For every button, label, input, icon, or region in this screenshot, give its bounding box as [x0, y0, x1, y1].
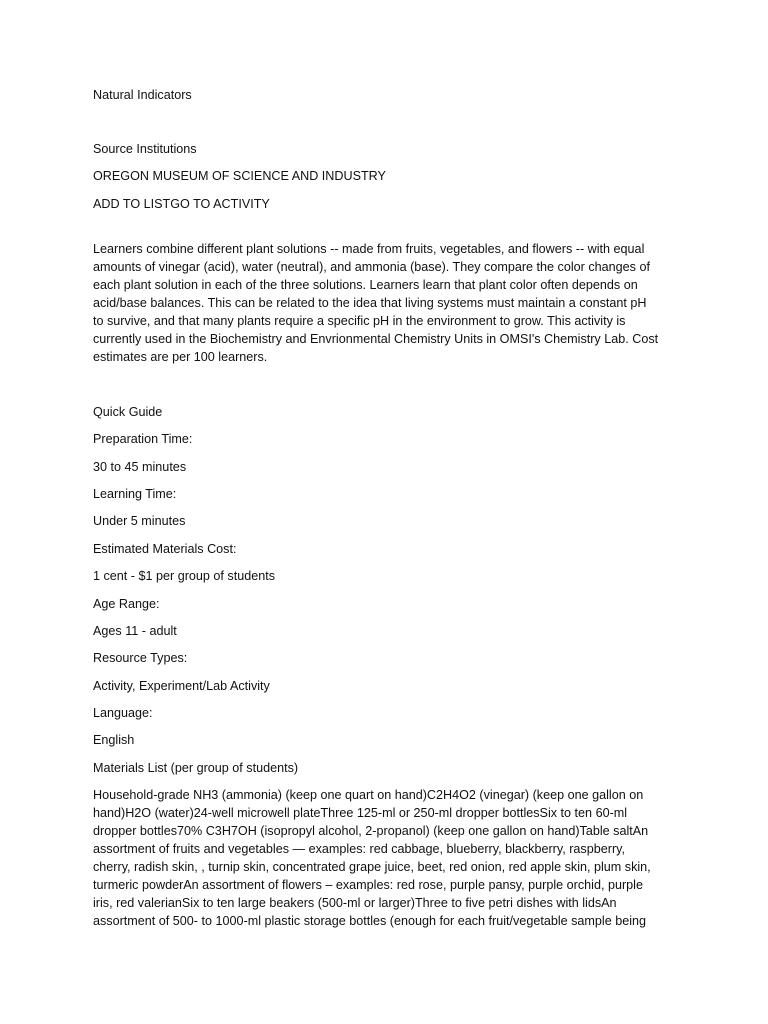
materials-line: Household-grade NH3 (ammonia) (keep one quart on hand)C2H4O2 (vinegar) (keep one gallon on [93, 787, 644, 802]
description-paragraph [93, 240, 673, 366]
age-range-value: Ages 11 - adult [93, 623, 177, 638]
age-range-label: Age Range: [93, 596, 160, 611]
description-line: each plant solution in each of the three solutions. Learners learn that plant color often depends on [93, 277, 638, 292]
description-line: amounts of vinegar (acid), water (neutral), and ammonia (base). They compare the color changes of [93, 259, 650, 274]
materials-list [93, 786, 673, 930]
materials-cost-label: Estimated Materials Cost: [93, 541, 237, 556]
materials-line: turmeric powderAn assortment of flowers – examples: red rose, purple pansy, purple orchid, purple [93, 877, 643, 892]
language-value: English [93, 733, 135, 748]
institution-name: OREGON MUSEUM OF SCIENCE AND INDUSTRY [93, 169, 386, 184]
materials-line: assortment of fruits and vegetables — examples: red cabbage, blueberry, blackberry, raspberry, [93, 841, 625, 856]
materials-line: iris, red valerianSix to ten large beakers (500-ml or larger)Three to five petri dishes with lidsAn [93, 895, 617, 910]
description-line: Learners combine different plant solutions -- made from fruits, vegetables, and flowers -- with equal [93, 241, 645, 256]
learning-time-label: Learning Time: [93, 486, 177, 501]
learning-time-value: Under 5 minutes [93, 514, 186, 529]
materials-line: hand)H2O (water)24-well microwell plateThree 125-ml or 250-ml dropper bottlesSix to ten 60-ml [93, 805, 628, 820]
materials-line: cherry, radish skin, , turnip skin, concentrated grape juice, beet, red onion, red apple skin, plum skin, [93, 859, 651, 874]
materials-line: assortment of 500- to 1000-ml plastic storage bottles (enough for each fruit/vegetable sample being [93, 913, 647, 928]
document-title: Natural Indicators [93, 88, 192, 102]
materials-cost-value: 1 cent - $1 per group of students [93, 569, 276, 584]
description-line: to survive, and that many plants require a specific pH in the environment to grow. This activity is [93, 313, 626, 328]
source-institutions-label: Source Institutions [93, 142, 197, 156]
materials-list-label: Materials List (per group of students) [93, 760, 299, 775]
quick-guide-heading: Quick Guide [93, 404, 163, 419]
preparation-time-value: 30 to 45 minutes [93, 459, 187, 474]
quick-guide [93, 403, 673, 777]
preparation-time-label: Preparation Time: [93, 432, 193, 447]
source-section [93, 140, 673, 213]
description-line: acid/base balances. This can be related to the idea that living systems must maintain a constant pH [93, 295, 647, 310]
materials-line: dropper bottles70% C3H7OH (isopropyl alcohol, 2-propanol) (keep one gallon on hand)Table saltAn [93, 823, 649, 838]
description-line: estimates are per 100 learners. [93, 349, 268, 364]
activity-actions: ADD TO LISTGO TO ACTIVITY [93, 196, 270, 211]
resource-types-label: Resource Types: [93, 651, 188, 666]
document-page [93, 86, 673, 930]
language-label: Language: [93, 706, 153, 721]
description-line: currently used in the Biochemistry and Envrionmental Chemistry Units in OMSI's Chemistry Lab. Cost [93, 331, 659, 346]
resource-types-value: Activity, Experiment/Lab Activity [93, 678, 270, 693]
